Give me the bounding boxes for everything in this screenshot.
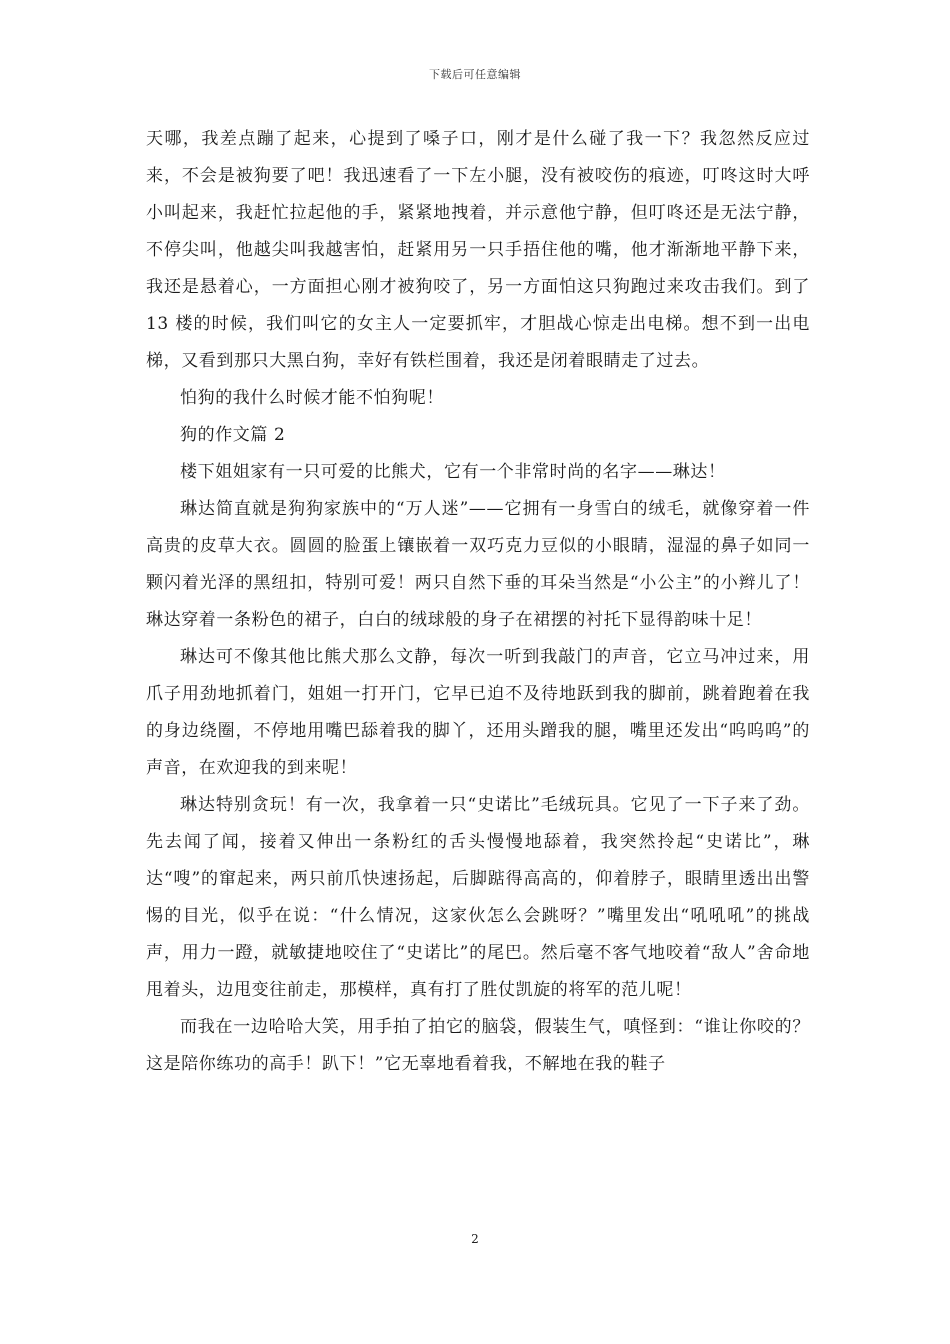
paragraph-4: 琳达简直就是狗狗家族中的“万人迷”——它拥有一身雪白的绒毛，就像穿着一件高贵的皮草大衣。圆圆的脸蛋上镶嵌着一双巧克力豆似的小眼睛，湿湿的鼻子如同一颗闪着光泽的黑纽扣，特别可爱！两只自然下垂的耳朵当然是“小公主”的小辫儿了！琳达穿着一条粉色的裙子，白白的绒球般的身子在裙摆的衬托下显得韵味十足！	[146, 499, 810, 630]
paragraph-2: 怕狗的我什么时候才能不怕狗呢！	[180, 388, 444, 408]
paragraph-1: 天哪，我差点蹦了起来，心提到了嗓子口，刚才是什么碰了我一下？我忽然反应过来，不会是被狗要了吧！我迅速看了一下左小腿，没有被咬伤的痕迹，叮咚这时大呼小叫起来，我赶忙拉起他的手，紧紧地拽着，并示意他宁静，但叮咚还是无法宁静，不停尖叫，他越尖叫我越害怕，赶紧用另一只手捂住他的嘴，他才渐渐地平静下来，我还是悬着心，一方面担心刚才被狗咬了，另一方面怕这只狗跑过来攻击我们。到了 13 楼的时候，我们叫它的女主人一定要抓牢，才胆战心惊走出电梯。想不到一出电梯，又看到那只大黑白狗，幸好有铁栏围着，我还是闭着眼睛走了过去。	[146, 129, 810, 371]
page-header: 下载后可任意编辑	[429, 68, 521, 81]
section-heading: 狗的作文篇 2	[180, 425, 286, 445]
paragraph-6: 琳达特别贪玩！有一次，我拿着一只“史诺比”毛绒玩具。它见了一下子来了劲。先去闻了闻，接着又伸出一条粉红的舌头慢慢地舔着，我突然拎起“史诺比”，琳达“嗖”的窜起来，两只前爪快速扬起，后脚踮得高高的，仰着脖子，眼睛里透出出警惕的目光，似乎在说：“什么情况，这家伙怎么会跳呀？”嘴里发出“吼吼吼”的挑战声，用力一蹬，就敏捷地咬住了“史诺比”的尾巴。然后毫不客气地咬着“敌人”舍命地甩着头，边甩变往前走，那模样，真有打了胜仗凯旋的将军的范儿呢！	[146, 795, 810, 1000]
document-body	[146, 121, 810, 1083]
page-number: 2	[471, 1232, 479, 1246]
paragraph-7: 而我在一边哈哈大笑，用手拍了拍它的脑袋，假装生气，嗔怪到：“谁让你咬的？这是陪你练功的高手！趴下！”它无辜地看着我，不解地在我的鞋子	[146, 1017, 810, 1074]
paragraph-5: 琳达可不像其他比熊犬那么文静，每次一听到我敲门的声音，它立马冲过来，用爪子用劲地抓着门，姐姐一打开门，它早已迫不及待地跃到我的脚前，跳着跑着在我的身边绕圈，不停地用嘴巴舔着我的脚丫，还用头蹭我的腿，嘴里还发出“呜呜呜”的声音，在欢迎我的到来呢！	[146, 647, 810, 778]
paragraph-3: 楼下姐姐家有一只可爱的比熊犬，它有一个非常时尚的名字——琳达！	[180, 462, 726, 482]
